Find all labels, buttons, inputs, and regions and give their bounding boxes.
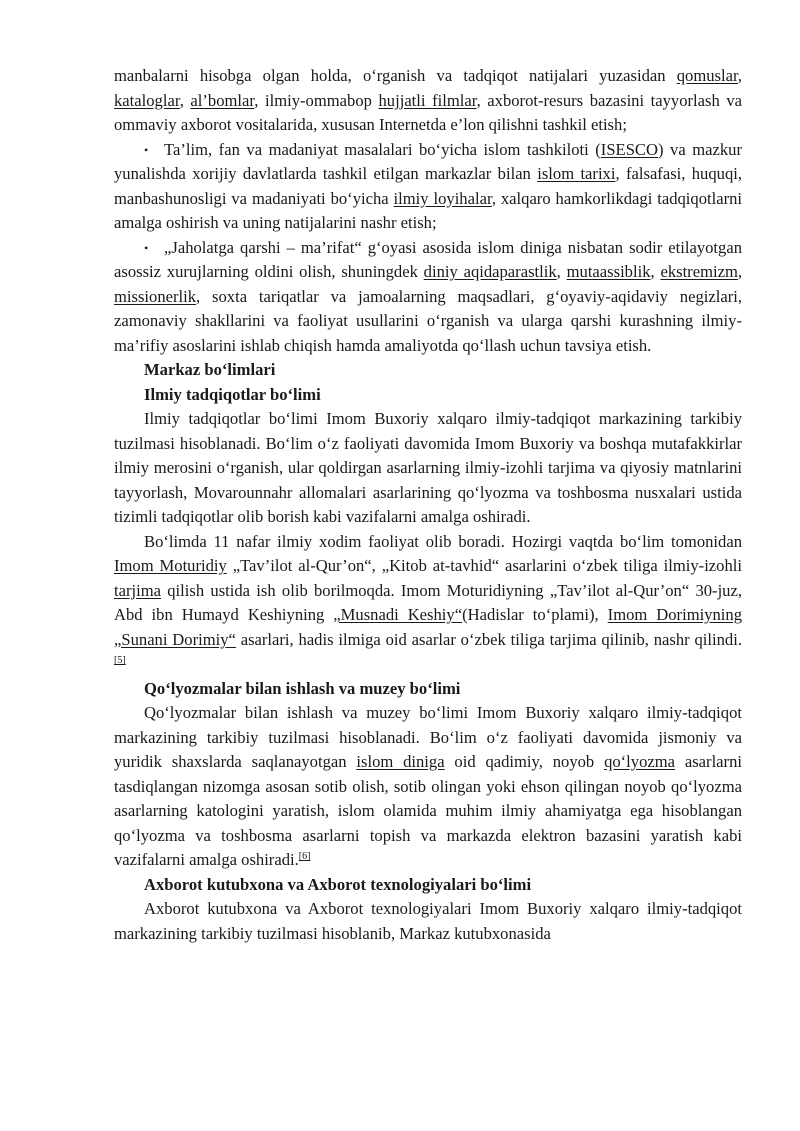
text-run: (Hadislar toʻplami),	[462, 605, 608, 624]
text-run: Ilmiy tadqiqotlar boʻlimi	[144, 384, 321, 404]
text-run: qilish ustida ish olib borilmoqda. Imom Moturidiyning „Tav’ilot al-Qur’on“ 30-juz, Abd ibn Humayd Keshiyning	[114, 580, 742, 624]
inline-link[interactable]: ilmiy loyihalar	[393, 188, 492, 208]
document-page	[114, 64, 742, 946]
body-paragraph	[114, 530, 742, 677]
inline-link[interactable]: qoʻlyozma	[604, 752, 676, 771]
text-run: , axborot-resurs bazasini tayyorlash va ommaviy axborot vositalarida, xususan Internetda e’lon qilishni tashkil etish;	[114, 90, 743, 134]
inline-link[interactable]: tarjima	[114, 580, 161, 600]
body-paragraph	[114, 64, 742, 138]
inline-link[interactable]: missionerlik	[114, 286, 197, 306]
body-paragraph	[114, 407, 742, 530]
section-heading	[114, 677, 742, 702]
body-paragraph	[114, 701, 742, 873]
inline-link[interactable]: qomuslar	[676, 66, 738, 85]
inline-link[interactable]: al’bomlar	[190, 90, 255, 110]
text-run: Axborot kutubxona va Axborot texnologiyalari boʻlimi	[144, 874, 532, 894]
inline-link[interactable]: Imom Dorimiyning	[607, 605, 743, 624]
text-run: asarlarni tasdiqlangan nizomga asosan sotib olish, sotib olingan yoki ehson qilingan noyob qoʻlyozma asarlarning katologini yaratish, islom olamida muhim ilmiy ahamiyatga ega hisoblangan qoʻlyozma va toshbosma asarlarni topish va markazda elektron bazasini yaratish kabi vazifalarni amalga oshiradi.	[114, 752, 742, 869]
section-heading	[114, 873, 742, 898]
text-run: Ilmiy tadqiqotlar boʻlimi Imom Buxoriy xalqaro ilmiy-tadqiqot markazining tarkibiy tuzilmasi hisoblanadi. Boʻlim oʻz faoliyati davomida Imom Buxoriy va boshqa mutafakkirlar ilmiy merosini oʻrganish, ular qoldirgan asarlarning ilmiy-izohli tarjima va qiyosiy matnlarini tayyorlash, Movarounnahr allomalari asarlarining qoʻlyozma va toshbosma nusxalari ustida tizimli tadqiqotlar olib borish kabi vazifalarni amalga oshiradi.	[114, 409, 742, 526]
text-run: ) va mazkur yunalishda xorijiy davlatlarda tashkil etilgan markazlar bilan	[114, 139, 742, 183]
text-run: ,	[556, 262, 567, 281]
text-run: ,	[737, 262, 743, 281]
text-run: , ilmiy-ommabop	[254, 90, 379, 110]
text-run: , soxta tariqatlar va jamoalarning maqsadlari, gʻoyaviy-aqidaviy negizlari, zamonaviy shakllarini va faoliyat usullarini oʻrganish va ularga qarshi kurashning ilmiy-ma’rifiy asoslarini ishlab chiqish hamda amaliyotda qoʻllash uchun tavsiya etish.	[114, 286, 742, 355]
section-heading	[114, 358, 742, 383]
text-run: , xalqaro hamkorlikdagi tadqiqotlarni amalga oshirish va uning natijalarini nashr etish;	[114, 188, 743, 232]
text-run: „Jaholatga qarshi – ma’rifat“ gʻoyasi asosida islom diniga nisbatan sodir etilayotgan asossiz xurujlarning oldini olish, shuningdek	[114, 237, 742, 281]
text-run: „Tav’ilot al-Qur’on“, „Kitob at-tavhid“ asarlarini oʻzbek tiliga ilmiy-izohli	[226, 556, 742, 575]
inline-link[interactable]: islom diniga	[356, 752, 445, 771]
footnote-ref[interactable]	[299, 851, 311, 862]
inline-link[interactable]: „Musnadi Keshiy“	[333, 605, 463, 624]
text-run: ,	[737, 66, 742, 85]
text-run: , falsafasi, huquqi, manbashunosligi va madaniyati boʻyicha	[114, 164, 743, 208]
footnote-link[interactable]: [5]	[114, 655, 126, 666]
inline-link[interactable]: mutaassiblik	[566, 262, 651, 281]
inline-link[interactable]: islom tarixi	[537, 164, 616, 183]
bullet-paragraph	[114, 138, 742, 236]
inline-link[interactable]: Imom Moturidiy	[114, 556, 227, 575]
inline-link[interactable]: „Sunani Dorimiy“	[114, 629, 236, 649]
text-run: Axborot kutubxona va Axborot texnologiyalari Imom Buxoriy xalqaro ilmiy-tadqiqot markazining tarkibiy tuzilmasi hisoblanib, Markaz kutubxonasida	[114, 899, 742, 943]
inline-link[interactable]: hujjatli filmlar	[378, 90, 477, 110]
body-paragraph	[114, 897, 742, 946]
footnote-ref[interactable]	[114, 655, 126, 666]
text-run: asarlari, hadis ilmiga oid asarlar oʻzbek tiliga tarjima qilinib, nashr qilindi.	[235, 629, 742, 649]
text-run: ,	[650, 262, 661, 281]
inline-link[interactable]: ekstremizm	[660, 262, 738, 281]
text-run: manbalarni hisobga olgan holda, oʻrganish va tadqiqot natijalari yuzasidan	[114, 66, 677, 85]
text-run: Qoʻlyozmalar bilan ishlash va muzey boʻlimi Imom Buxoriy xalqaro ilmiy-tadqiqot markazining tarkibiy tuzilmasi hisoblanadi. Boʻlim oʻz faoliyati davomida jismoniy va yuridik shaxslarda saqlanayotgan	[114, 703, 742, 771]
bullet-icon: •	[144, 142, 149, 157]
text-run: oid qadimiy, noyob	[444, 752, 605, 771]
text-run: Boʻlimda 11 nafar ilmiy xodim faoliyat olib boradi. Hozirgi vaqtda boʻlim tomonidan	[144, 531, 742, 551]
section-heading	[114, 383, 742, 408]
text-run: ,	[179, 90, 191, 110]
text-run: Markaz boʻlimlari	[144, 360, 276, 379]
inline-link[interactable]: diniy aqidaparastlik	[423, 262, 557, 281]
text-run: Qoʻlyozmalar bilan ishlash va muzey boʻlimi	[144, 678, 461, 698]
bullet-icon: •	[144, 240, 149, 255]
footnote-link[interactable]: [6]	[298, 851, 311, 862]
text-run: Ta’lim, fan va madaniyat masalalari boʻyicha islom tashkiloti (	[164, 139, 601, 159]
inline-link[interactable]: kataloglar	[114, 90, 180, 110]
bullet-paragraph	[114, 236, 742, 359]
inline-link[interactable]: ISESCO	[600, 139, 658, 159]
